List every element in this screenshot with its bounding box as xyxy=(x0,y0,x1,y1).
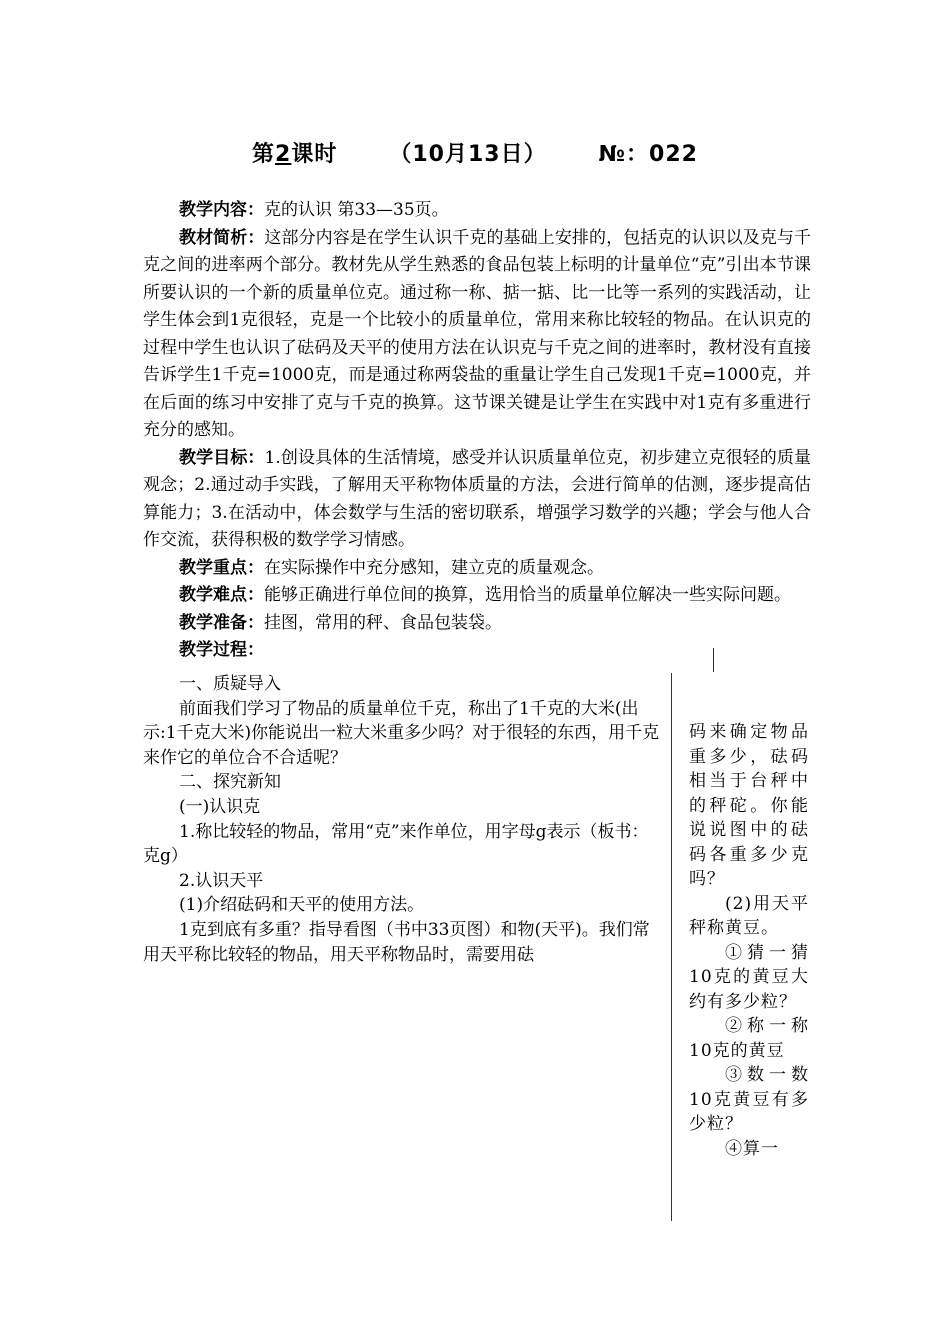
teaching-process-label: 教学过程： xyxy=(179,640,264,660)
header-prefix: 第 xyxy=(252,142,276,167)
column-divider xyxy=(671,673,672,1221)
side-column xyxy=(689,720,809,1161)
teaching-goals-text: 1.创设具体的生活情境，感受并认识质量单位克，初步建立克很轻的质量观念；2.通过动手实践，了解用天平称物体质量的方法，会进行简单的估测，逐步提高估算能力；3.在活动中，体会数学与生活的密切联系，增强学习数学的兴趣；学会与他人合作交流，获得积极的数学学习情感。 xyxy=(143,447,812,550)
material-analysis xyxy=(143,225,811,445)
difficulty-text: 能够正确进行单位间的换算，选用恰当的质量单位解决一些实际问题。 xyxy=(264,585,791,605)
main-paragraph: (1)介绍砝码和天平的使用方法。 xyxy=(179,895,425,916)
material-analysis-text: 这部分内容是在学生认识千克的基础上安排的，包括克的认识以及克与千克之间的进率两个部分。教材先从学生熟悉的食品包装上标明的计量单位“克”引出本节课所要认识的一个新的质量单位克。通过称一称、掂一掂、比一比等一系列的实践活动，让学生体会到1克很轻，克是一个比较小的质量单位，常用来称比较轻的物品。在认识克的过程中学生也认识了砝码及天平的使用方法在认识克与千克之间的进率时，教材没有直接告诉学生1千克=1000克，而是通过称两袋盐的重量让学生自己发现1千克=1000克，并在后面的练习中安排了克与千克的换算。这节课关键是让学生在实践中对1克有多重进行充分的感知。 xyxy=(143,227,812,440)
lesson-header xyxy=(0,137,950,168)
main-paragraph: 2.认识天平 xyxy=(179,870,264,891)
lesson-date: （10月13日） xyxy=(389,142,547,167)
main-paragraph: 1克到底有多重？指导看图（书中33页图）和物(天平)。我们常用天平称比较轻的物品，用天平称物品时，需要用砝 xyxy=(143,919,650,965)
side-paragraph: 码来确定物品重多少，砝码相当于台秤中的秤砣。你能说说图中的砝码各重多少克吗？ xyxy=(689,722,809,889)
difficulty-label: 教学难点： xyxy=(179,585,264,605)
difficulty xyxy=(143,582,811,610)
side-paragraph: ④算一 xyxy=(725,1138,779,1159)
teaching-content-text: 克的认识 第33—35页。 xyxy=(264,200,449,220)
preparation-label: 教学准备： xyxy=(179,612,264,633)
main-paragraph: 一、质疑导入 xyxy=(179,674,281,694)
teaching-goals-label: 教学目标： xyxy=(179,447,265,468)
teaching-process xyxy=(143,637,811,665)
lesson-overview xyxy=(143,197,811,665)
side-paragraph: ①猜一猜10克的黄豆大约有多少粒？ xyxy=(689,942,809,1012)
key-point-label: 教学重点： xyxy=(179,557,264,578)
teaching-content-label: 教学内容： xyxy=(179,200,264,220)
side-paragraph: ③数一数10克黄豆有多少粒？ xyxy=(689,1065,809,1134)
teaching-goals xyxy=(143,445,811,555)
main-column xyxy=(143,672,663,967)
teaching-content xyxy=(143,197,811,225)
side-paragraph: ②称一称10克的黄豆 xyxy=(689,1016,809,1061)
preparation xyxy=(143,610,811,638)
lesson-number: 2 xyxy=(275,142,292,167)
lesson-serial: №：022 xyxy=(598,142,698,167)
main-paragraph: (一)认识克 xyxy=(179,796,261,817)
key-point xyxy=(143,555,811,583)
key-point-text: 在实际操作中充分感知，建立克的质量观念。 xyxy=(264,557,604,578)
side-paragraph: (2)用天平秤称黄豆。 xyxy=(689,893,809,938)
preparation-text: 挂图，常用的秤、食品包装袋。 xyxy=(264,612,502,633)
column-divider-top xyxy=(713,648,714,672)
header-suffix: 课时 xyxy=(291,142,338,167)
main-paragraph: 二、探究新知 xyxy=(179,772,281,793)
main-paragraph: 前面我们学习了物品的质量单位千克，称出了1千克的大米(出示:1千克大米)你能说出一粒大米重多少吗？对于很轻的东西，用千克来作它的单位合不合适呢？ xyxy=(143,698,660,768)
material-analysis-label: 教材简析： xyxy=(179,227,265,248)
main-paragraph: 1.称比较轻的物品，常用“克”来作单位，用字母g表示（板书：克g） xyxy=(143,821,649,867)
